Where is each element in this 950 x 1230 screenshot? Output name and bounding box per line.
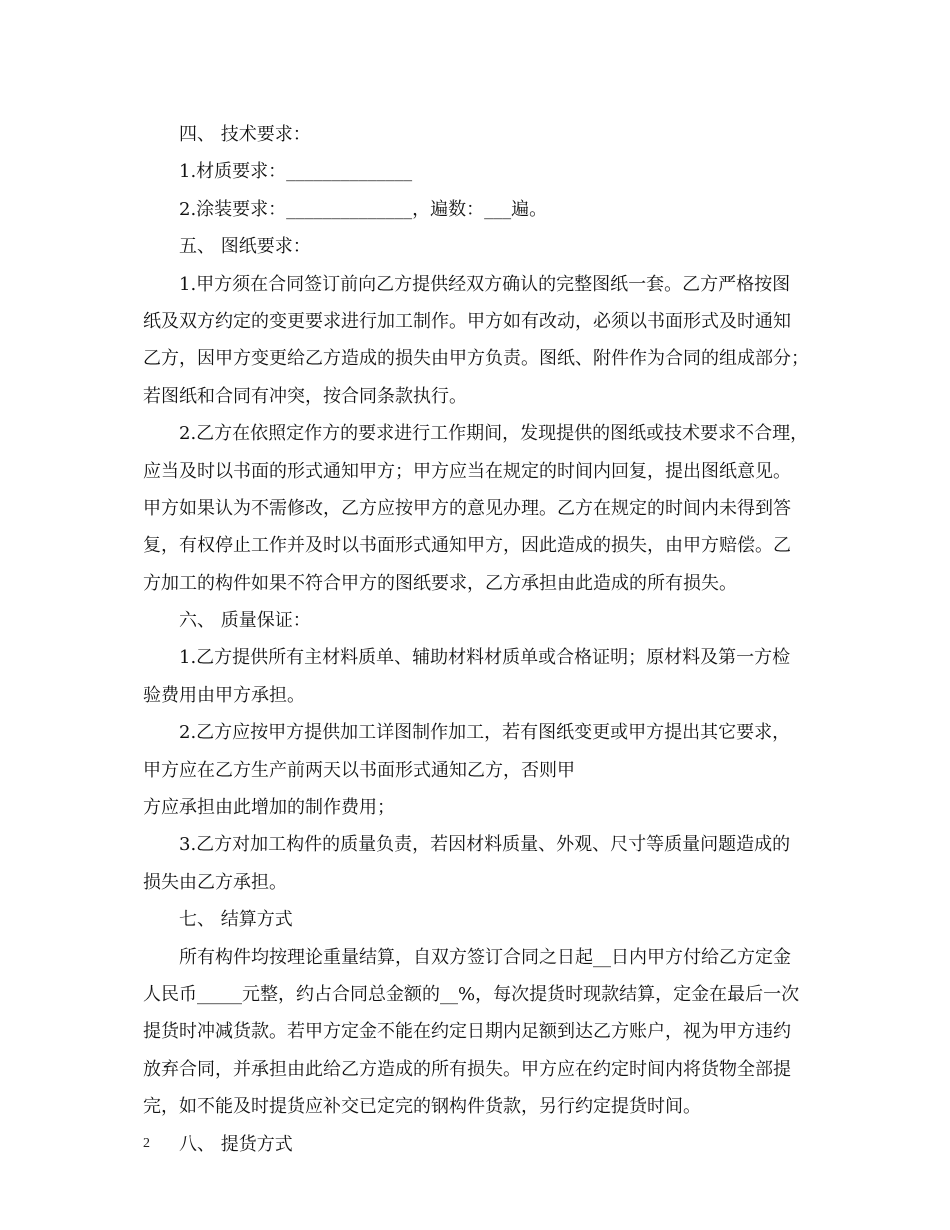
section-heading: 八、 提货方式	[179, 1133, 293, 1155]
paragraph-line: 损失由乙方承担。	[143, 871, 287, 893]
paragraph-line: 2.涂装要求：______________，遍数：___遍。	[179, 198, 548, 220]
section-heading: 七、 结算方式	[179, 909, 293, 931]
paragraph-line: 乙方，因甲方变更给乙方造成的损失由甲方负责。图纸、附件作为合同的组成部分；	[143, 348, 809, 370]
section-heading: 六、 质量保证：	[179, 610, 311, 632]
paragraph-line: 方加工的构件如果不符合甲方的图纸要求，乙方承担由此造成的所有损失。	[143, 572, 737, 594]
paragraph-line: 纸及双方约定的变更要求进行加工制作。甲方如有改动，必须以书面形式及时通知	[143, 310, 791, 332]
paragraph-line: 1.材质要求：______________	[179, 161, 413, 183]
paragraph-line: 应当及时以书面的形式通知甲方；甲方应当在规定的时间内回复，提出图纸意见。	[143, 460, 791, 482]
paragraph-line: 方应承担由此增加的制作费用；	[143, 797, 395, 819]
page-number: 2	[143, 1136, 150, 1151]
paragraph-line: 2.乙方在依照定作方的要求进行工作期间，发现提供的图纸或技术要求不合理，	[179, 423, 809, 445]
section-heading: 五、 图纸要求：	[179, 236, 311, 258]
paragraph-line: 人民币_____元整，约占合同总金额的__%，每次提货时现款结算，定金在最后一次	[143, 983, 800, 1005]
paragraph-line: 验费用由甲方承担。	[143, 684, 305, 706]
paragraph-line: 若图纸和合同有冲突，按合同条款执行。	[143, 385, 467, 407]
paragraph-line: 1.甲方须在合同签订前向乙方提供经双方确认的完整图纸一套。乙方严格按图	[179, 273, 791, 295]
paragraph-line: 甲方如果认为不需修改，乙方应按甲方的意见办理。乙方在规定的时间内未得到答	[143, 497, 791, 519]
paragraph-line: 复，有权停止工作并及时以书面形式通知甲方，因此造成的损失，由甲方赔偿。乙	[143, 535, 791, 557]
paragraph-line: 提货时冲减货款。若甲方定金不能在约定日期内足额到达乙方账户，视为甲方违约	[143, 1021, 791, 1043]
paragraph-line: 1.乙方提供所有主材料质单、辅助材料材质单或合格证明；原材料及第一方检	[179, 647, 791, 669]
paragraph-line: 3.乙方对加工构件的质量负责，若因材料质量、外观、尺寸等质量问题造成的	[179, 834, 791, 856]
paragraph-line: 完，如不能及时提货应补交已定完的钢构件货款，另行约定提货时间。	[143, 1096, 701, 1118]
paragraph-line: 2.乙方应按甲方提供加工详图制作加工，若有图纸变更或甲方提出其它要求，	[179, 722, 791, 744]
paragraph-line: 放弃合同，并承担由此给乙方造成的所有损失。甲方应在约定时间内将货物全部提	[143, 1058, 791, 1080]
section-heading: 四、 技术要求：	[179, 124, 311, 145]
paragraph-line: 甲方应在乙方生产前两天以书面形式通知乙方，否则甲	[143, 759, 575, 781]
document-body	[143, 116, 819, 1163]
paragraph-line: 所有构件均按理论重量结算，自双方签订合同之日起__日内甲方付给乙方定金	[179, 946, 791, 968]
